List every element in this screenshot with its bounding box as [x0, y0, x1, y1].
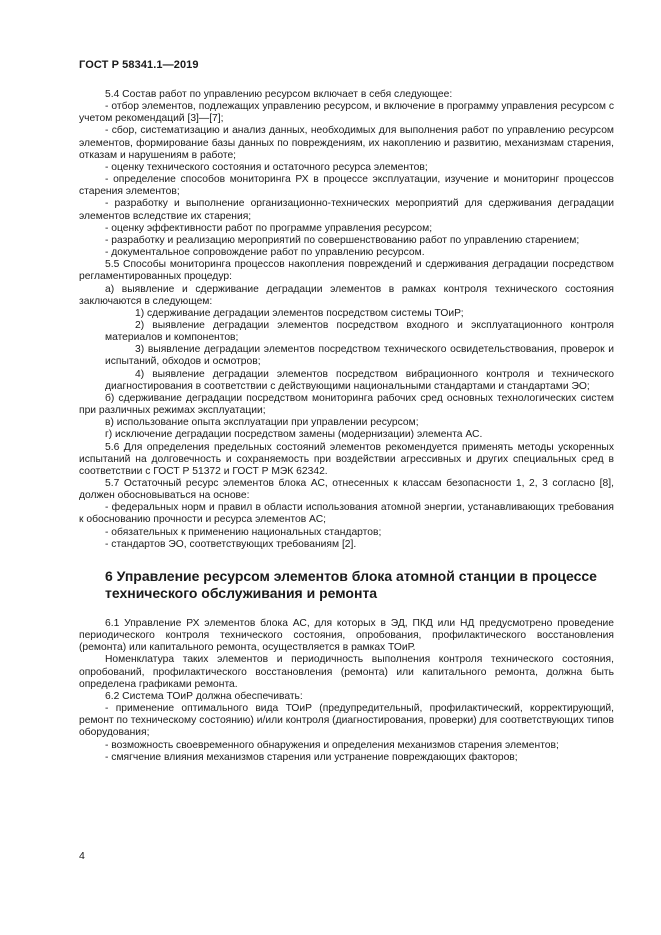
list-item: - документальное сопровождение работ по управлению ресурсом. [105, 247, 425, 259]
paragraph-6-1: 6.1 Управление РХ элементов блока АС, для которых в ЭД, ПКД или НД предусмотрено проведение периодического контроля технического состояния, опробования, профилактического восстановления (ремонта) или капитального ремонта, осуществляется в рамках ТОиР. [79, 617, 614, 654]
paragraph-5-7: 5.7 Остаточный ресурс элементов блока АС, отнесенных к классам безопасности 1, 2, 3 согласно [8], должен обосновываться на основе: [79, 478, 614, 502]
list-item: - стандартов ЭО, соответствующих требованиям [2]. [105, 538, 357, 550]
sub-list-item: 1) сдерживание деградации элементов посредством системы ТОиР; [135, 307, 464, 319]
paragraph: Номенклатура таких элементов и периодичность выполнения контроля технического состояния, опробований, профилактического восстановления (ремонта) или капитального ремонта, должна быть определена графиками ремонта. [79, 654, 614, 690]
list-item: - сбор, систематизацию и анализ данных, необходимых для выполнения работ по управлению ресурсом элементов, формирование базы данных по повреждениям, их накоплению и развитию, механизмам старения, отказам и нарушениям в работе; [79, 125, 614, 161]
list-item: - возможность своевременного обнаружения и определения механизмов старения элементов; [105, 739, 559, 751]
list-item: - отбор элементов, подлежащих управлению ресурсом, и включение в программу управления ресурсом с учетом рекомендаций [3]—[7]; [79, 101, 614, 125]
standard-header: ГОСТ Р 58341.1—2019 [79, 59, 199, 71]
sub-list-item: 2) выявление деградации элементов посредством входного и эксплуатационного контроля материалов и компонентов; [105, 319, 614, 344]
paragraph-5-4: 5.4 Состав работ по управлению ресурсом включает в себя следующее: [105, 89, 453, 100]
list-item: а) выявление и сдерживание деградации элементов в рамках контроля технического состояния заключаются в следующем: [79, 283, 614, 307]
list-item: - разработку и реализацию мероприятий по совершенствованию работ по управлению старением; [105, 234, 580, 246]
page-number: 4 [79, 850, 85, 862]
list-item: - федеральных норм и правил в области использования атомной энергии, устанавливающих требования к обоснованию прочности и ресурса элементов АС; [79, 502, 614, 526]
section-heading: 6 Управление ресурсом элементов блока атомной станции в процессе технического обслуживания и ремонта [105, 567, 597, 601]
list-item: - оценку технического состояния и остаточного ресурса элементов; [105, 161, 428, 173]
sub-list-item: 4) выявление деградации элементов посредством вибрационного контроля и технического диагностирования в соответствии с действующими национальными стандартами и стандартами ЭО; [105, 368, 614, 392]
sub-list-item: 3) выявление деградации элементов посредством технического освидетельствования, проверок и испытаний, обходов и осмотров; [105, 344, 614, 368]
list-item: - применение оптимального вида ТОиР (предупредительный, профилактический, корректирующий, ремонт по техническому состоянию) и/или контроля (диагностирования, проверки) для соответствующих типов оборудования; [79, 703, 614, 739]
list-item: - смягчение влияния механизмов старения или устранение повреждающих факторов; [105, 751, 518, 763]
list-item: г) исключение деградации посредством замены (модернизации) элемента АС. [105, 429, 483, 441]
list-item: - разработку и выполнение организационно-технических мероприятий для сдерживания деградации элементов вследствие их старения; [79, 198, 614, 222]
list-item: б) сдерживание деградации посредством мониторинга рабочих сред основных технологических систем при различных режимах эксплуатации; [79, 392, 614, 417]
paragraph-6-2: 6.2 Система ТОиР должна обеспечивать: [105, 690, 303, 702]
document-body [79, 89, 614, 764]
list-item: - оценку эффективности работ по программе управления ресурсом; [105, 222, 433, 234]
list-item: - определение способов мониторинга РХ в процессе эксплуатации, изучение и мониторинг процессов старения элементов; [79, 174, 614, 198]
list-item: - обязательных к применению национальных стандартов; [105, 526, 382, 538]
paragraph-5-5: 5.5 Способы мониторинга процессов накопления повреждений и сдерживания деградации посредством регламентированных процедур: [79, 259, 614, 283]
list-item: в) использование опыта эксплуатации при управлении ресурсом; [105, 417, 419, 429]
paragraph-5-6: 5.6 Для определения предельных состояний элементов рекомендуется применять методы ускоренных испытаний на долговечность и сохраняемость при воздействии агрессивных и других специальных сред в соответствии с ГОСТ Р 51372 и ГОСТ Р МЭК 62342. [79, 441, 614, 477]
